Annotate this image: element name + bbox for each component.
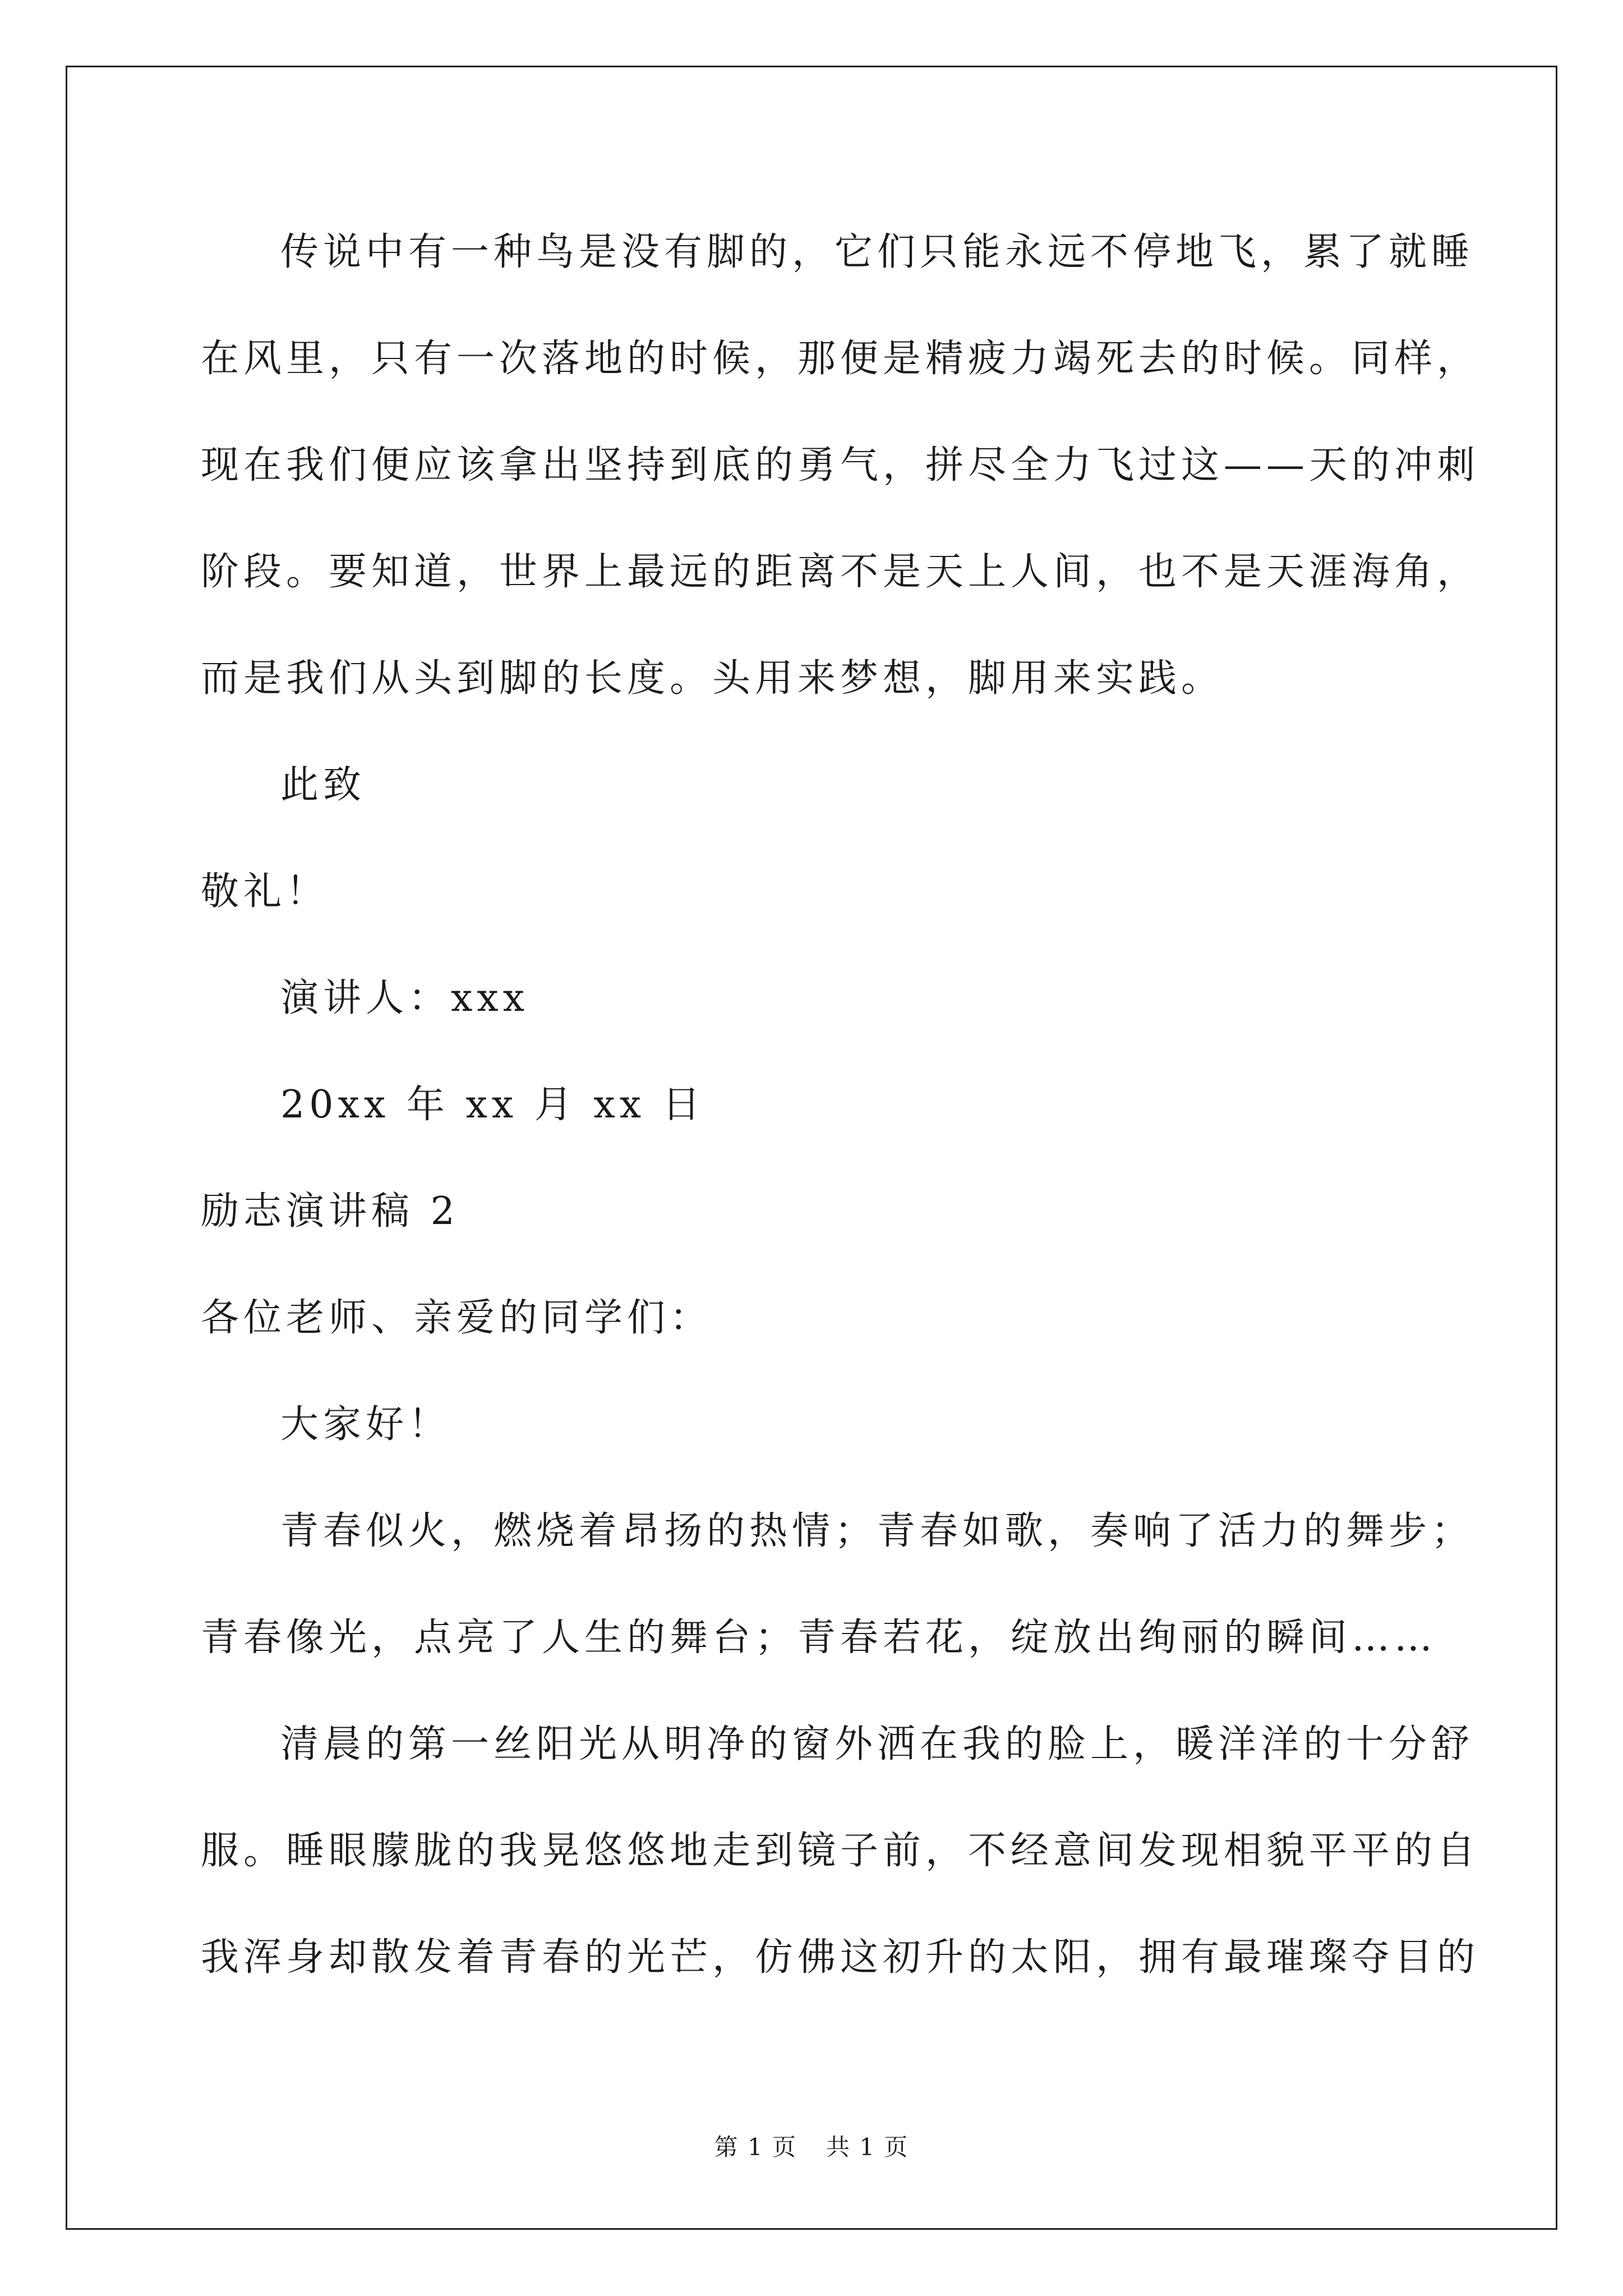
paragraph-line: 在风里，只有一次落地的时候，那便是精疲力竭死去的时候。同样， xyxy=(201,337,1480,381)
paragraph-line: 阶段。要知道，世界上最远的距离不是天上人间，也不是天涯海角， xyxy=(201,550,1480,594)
paragraph-line: 传说中有一种鸟是没有脚的，它们只能永远不停地飞，累了就睡 xyxy=(280,230,1474,274)
greeting-audience: 各位老师、亲爱的同学们： xyxy=(201,1296,713,1340)
date-line: 20xx 年 xx 月 xx 日 xyxy=(280,1083,705,1127)
closing-regards: 敬礼！ xyxy=(201,869,329,914)
paragraph-line: 清晨的第一丝阳光从明净的窗外洒在我的脸上，暖洋洋的十分舒 xyxy=(280,1722,1474,1766)
section-title: 励志演讲稿 2 xyxy=(201,1189,459,1234)
paragraph-line: 服。睡眼朦胧的我晃悠悠地走到镜子前，不经意间发现相貌平平的自 xyxy=(201,1829,1480,1873)
page-footer xyxy=(0,2129,1623,2162)
closing-salutation: 此致 xyxy=(280,763,366,807)
paragraph-line: 现在我们便应该拿出坚持到底的勇气，拼尽全力飞过这——天的冲刺 xyxy=(201,443,1480,487)
paragraph-line: 青春似火，燃烧着昂扬的热情；青春如歌，奏响了活力的舞步； xyxy=(280,1509,1474,1553)
greeting-hello: 大家好！ xyxy=(280,1402,451,1447)
paragraph-line: 而是我们从头到脚的长度。头用来梦想，脚用来实践。 xyxy=(201,656,1224,701)
speaker-signature: 演讲人：xxx xyxy=(280,976,529,1020)
paragraph-line: 青春像光，点亮了人生的舞台；青春若花，绽放出绚丽的瞬间…… xyxy=(201,1616,1437,1660)
page-number: 第 1 页 xyxy=(714,2133,797,2161)
page-total: 共 1 页 xyxy=(826,2133,909,2161)
document-body xyxy=(201,213,1480,2025)
paragraph-line: 我浑身却散发着青春的光芒，仿佛这初升的太阳，拥有最璀璨夺目的 xyxy=(201,1935,1480,1980)
